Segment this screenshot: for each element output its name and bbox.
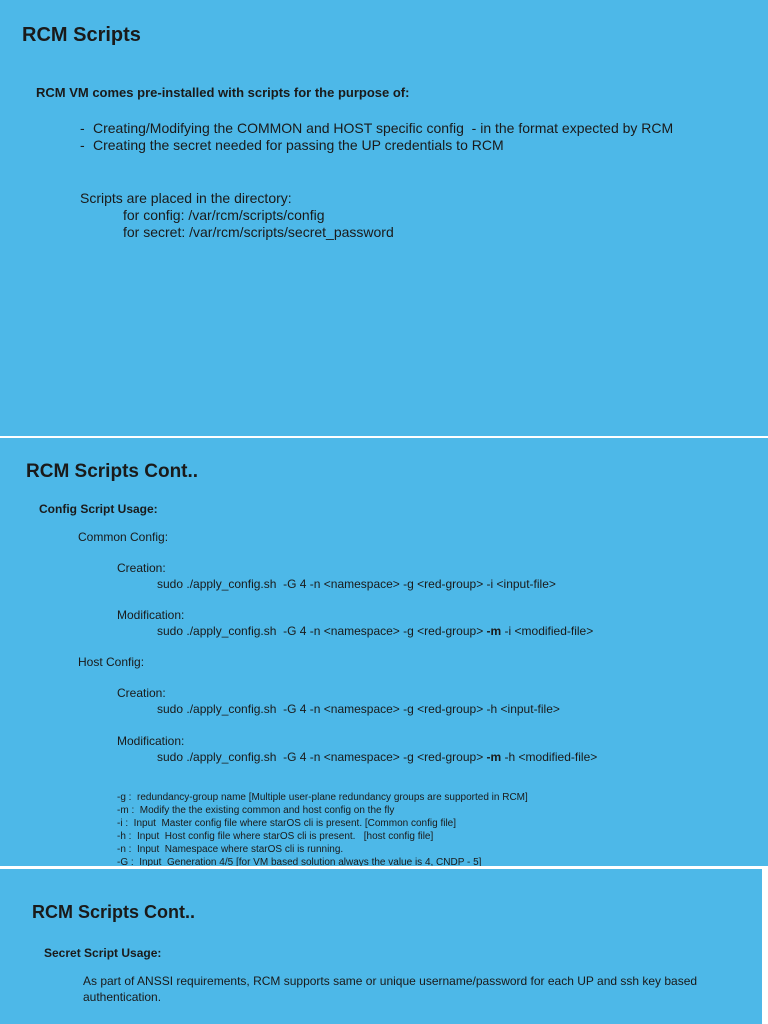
option-line: -h : Input Host config file where starOS cli is present. [host config file] xyxy=(117,831,434,842)
slide-title: RCM Scripts Cont.. xyxy=(32,902,196,922)
common-creation-command: sudo ./apply_config.sh -G 4 -n <namespace> -g <red-group> -i <input-file> xyxy=(157,577,556,591)
slide-rcm-scripts xyxy=(0,0,768,436)
slide-title: RCM Scripts xyxy=(22,24,141,46)
common-creation-label: Creation: xyxy=(117,561,166,575)
slide-subtitle: RCM VM comes pre-installed with scripts for the purpose of: xyxy=(36,85,410,100)
paragraph-line: As part of ANSSI requirements, RCM supports same or unique username/password for each UP and ssh key based xyxy=(83,974,698,988)
slide-config-script-usage xyxy=(0,438,768,866)
bullet-dash: - xyxy=(80,120,85,136)
secret-directory: for secret: /var/rcm/scripts/secret_password xyxy=(123,224,394,240)
option-line: -n : Input Namespace where starOS cli is running. xyxy=(117,844,344,855)
option-line: -i : Input Master config file where starOS cli is present. [Common config file] xyxy=(117,818,457,829)
option-line: -G : Input Generation 4/5 [for VM based solution always the value is 4, CNDP - 5] xyxy=(117,857,482,866)
options-list xyxy=(117,791,528,866)
option-line: -m : Modify the the existing common and host config on the fly xyxy=(117,805,395,816)
option-line: -g : redundancy-group name [Multiple user-plane redundancy groups are supported in RCM] xyxy=(117,792,528,803)
bullet-item: Creating/Modifying the COMMON and HOST specific config - in the format expected by RCM xyxy=(93,120,674,136)
host-modification-label: Modification: xyxy=(117,734,185,748)
config-directory: for config: /var/rcm/scripts/config xyxy=(123,207,325,223)
host-config-label: Host Config: xyxy=(78,655,145,669)
host-creation-command: sudo ./apply_config.sh -G 4 -n <namespace> -g <red-group> -h <input-file> xyxy=(157,702,560,716)
directory-heading: Scripts are placed in the directory: xyxy=(80,190,292,206)
slide-subtitle: Config Script Usage: xyxy=(39,502,158,516)
bullet-item: Creating the secret needed for passing the UP credentials to RCM xyxy=(93,137,504,153)
common-config-label: Common Config: xyxy=(78,530,169,544)
common-modification-command: sudo ./apply_config.sh -G 4 -n <namespace> -g <red-group> -m -i <modified-file> xyxy=(157,624,594,638)
common-modification-label: Modification: xyxy=(117,608,185,622)
host-modification-command: sudo ./apply_config.sh -G 4 -n <namespace> -g <red-group> -m -h <modified-file> xyxy=(157,750,598,764)
host-creation-label: Creation: xyxy=(117,686,166,700)
slide-subtitle: Secret Script Usage: xyxy=(44,946,162,960)
paragraph-line: authentication. xyxy=(83,990,162,1004)
slide-secret-script-usage xyxy=(0,869,762,1024)
bullet-dash: - xyxy=(80,137,85,153)
slide-title: RCM Scripts Cont.. xyxy=(26,461,199,482)
